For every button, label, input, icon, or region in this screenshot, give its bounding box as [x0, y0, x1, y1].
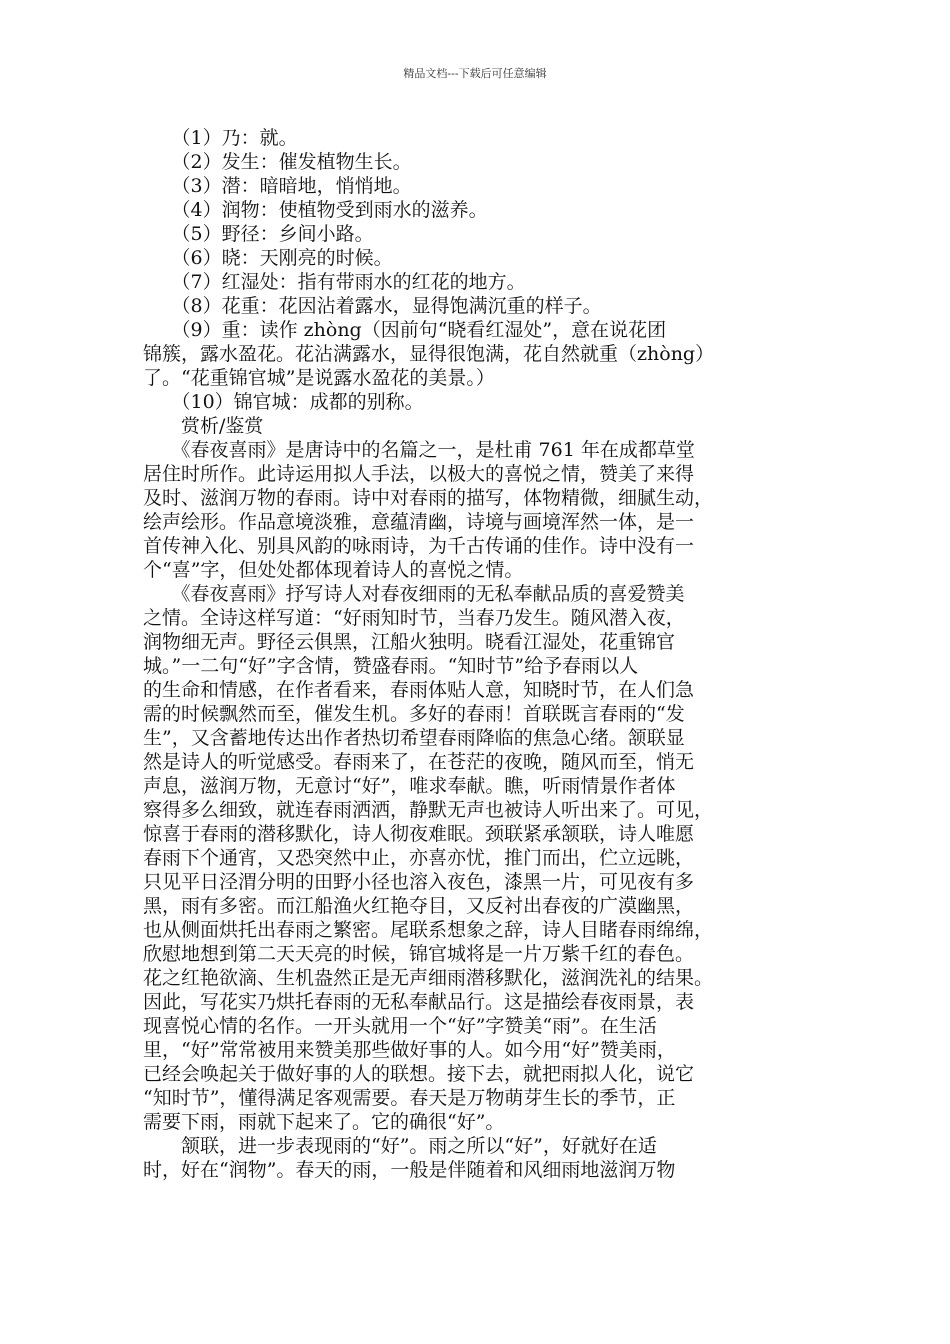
- text-line: （10）锦官城：成都的别称。: [143, 391, 424, 413]
- text-line: （4）润物：使植物受到雨水的滋养。: [143, 199, 488, 221]
- text-line: 春雨下个通宵，又恐突然中止，亦喜亦忧，推门而出，伫立远眺，: [143, 847, 695, 869]
- text-line: 欣慰地想到第二天天亮的时候，锦官城将是一片万紫千红的春色。: [143, 943, 695, 965]
- text-line: 因此，写花实乃烘托春雨的无私奉献品行。这是描绘春夜雨景，表: [143, 991, 695, 1013]
- text-line: 声息，滋润万物，无意讨“好”，唯求奉献。瞧，听雨情景作者体: [143, 775, 676, 797]
- text-line: （5）野径：乡间小路。: [143, 223, 374, 245]
- text-line: 黑，雨有多密。而江船渔火红艳夺目，又反衬出春夜的广漠幽黑，: [143, 895, 695, 917]
- text-line: 赏析/鉴赏: [143, 415, 264, 437]
- text-line: 润物细无声。野径云俱黑，江船火独明。晓看江湿处，花重锦官: [143, 631, 676, 653]
- document-body: [143, 126, 811, 1182]
- text-line: 首传神入化、别具风韵的咏雨诗，为千古传诵的佳作。诗中没有一: [143, 535, 695, 557]
- text-line: 的生命和情感，在作者看来，春雨体贴人意，知晓时节，在人们急: [143, 679, 695, 701]
- text-line: 已经会唤起关于做好事的人的联想。接下去，就把雨拟人化，说它: [143, 1063, 695, 1085]
- text-line: 然是诗人的听觉感受。春雨来了，在苍茫的夜晚，随风而至，悄无: [143, 751, 695, 773]
- text-line: 时，好在“润物”。春天的雨，一般是伴随着和风细雨地滋润万物: [143, 1159, 676, 1181]
- text-line: 需要下雨，雨就下起来了。它的确很“好”。: [143, 1111, 505, 1133]
- text-line: 《春夜喜雨》抒写诗人对春夜细雨的无私奉献品质的喜爱赞美: [143, 583, 685, 605]
- text-line: 花之红艳欲滴、生机盎然正是无声细雨潜移默化，滋润洗礼的结果。: [143, 967, 714, 989]
- text-line: 颔联，进一步表现雨的“好”。雨之所以“好”，好就好在适: [143, 1135, 657, 1157]
- text-line: 里，“好”常常被用来赞美那些做好事的人。如今用“好”赞美雨，: [143, 1039, 676, 1061]
- text-line: 《春夜喜雨》是唐诗中的名篇之一，是杜甫 761 年在成都草堂: [143, 439, 695, 461]
- text-line: 之情。全诗这样写道：“好雨知时节，当春乃发生。随风潜入夜，: [143, 607, 685, 629]
- text-line: 惊喜于春雨的潜移默化，诗人彻夜难眠。颈联紧承颔联，诗人唯愿: [143, 823, 695, 845]
- text-line: 只见平日泾渭分明的田野小径也溶入夜色，漆黑一片，可见夜有多: [143, 871, 695, 893]
- text-line: （8）花重：花因沾着露水，显得饱满沉重的样子。: [143, 295, 602, 317]
- text-line: 锦簇，露水盈花。花沾满露水，显得很饱满，花自然就重（zhòng）: [143, 343, 715, 365]
- text-line: 需的时候飘然而至，催发生机。多好的春雨！首联既言春雨的“发: [143, 703, 685, 725]
- text-line: 察得多么细致，就连春雨洒洒，静默无声也被诗人听出来了。可见，: [143, 799, 714, 821]
- text-line: 居住时所作。此诗运用拟人手法，以极大的喜悦之情，赞美了来得: [143, 463, 695, 485]
- text-line: 及时、滋润万物的春雨。诗中对春雨的描写，体物精微，细腻生动，: [143, 487, 714, 509]
- text-line: “知时节”，懂得满足客观需要。春天是万物萌芽生长的季节，正: [143, 1087, 676, 1109]
- page-header: 精品文档---下载后可任意编辑: [403, 67, 547, 80]
- text-line: 城。”一二句“好”字含情，赞盛春雨。“知时节”给予春雨以人: [143, 655, 639, 677]
- text-line: 绘声绘形。作品意境淡雅，意蕴清幽，诗境与画境浑然一体，是一: [143, 511, 695, 533]
- text-line: （2）发生：催发植物生长。: [143, 151, 412, 173]
- text-line: 也从侧面烘托出春雨之繁密。尾联系想象之辞，诗人目睹春雨绵绵，: [143, 919, 714, 941]
- text-line: （1）乃：就。: [143, 127, 298, 149]
- text-line: （9）重：读作 zhòng（因前句“晓看红湿处”，意在说花团: [143, 319, 667, 341]
- text-line: 现喜悦心情的名作。一开头就用一个“好”字赞美“雨”。在生活: [143, 1015, 657, 1037]
- text-line: 个“喜”字，但处处都体现着诗人的喜悦之情。: [143, 559, 524, 581]
- text-line: 生”，又含蓄地传达出作者热切希望春雨降临的焦急心绪。颔联显: [143, 727, 685, 749]
- text-line: （3）潜：暗暗地，悄悄地。: [143, 175, 412, 197]
- text-line: （6）晓：天刚亮的时候。: [143, 247, 393, 269]
- text-line: 了。“花重锦官城”是说露水盈花的美景。）: [143, 367, 495, 389]
- text-line: （7）红湿处：指有带雨水的红花的地方。: [143, 271, 526, 293]
